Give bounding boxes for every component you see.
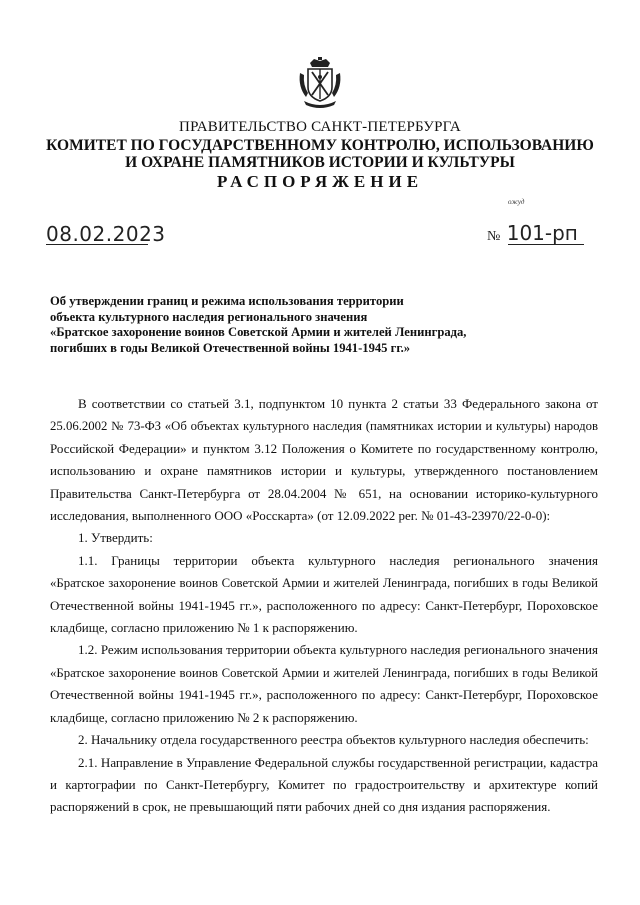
text-line: «Братское захоронение воинов Советской Армии и жителей Ленинграда, погибших в годы Великой [50,665,598,680]
paragraph-item-2 [50,729,598,751]
paragraph-preamble [50,393,598,527]
text-line: 1. Утвердить: [78,530,153,546]
committee-name [0,137,640,171]
coat-of-arms-icon [296,57,344,109]
subject-line: погибших в годы Великой Отечественной войны 1941-1945 гг.» [50,340,411,355]
text-line: кладбище, согласно приложению № 2 к распоряжению. [50,709,358,725]
document-body [50,393,598,819]
number-value: 101-рп [506,221,578,245]
text-line: Отечественной войны 1941-1945 гг.», расположенного по адресу: Санкт-Петербург, Пороховское [50,597,598,613]
text-line: использованию и охране памятников истории и культуры, утвержденного постановлением [50,463,598,479]
number-underline [508,244,584,245]
text-line: Российской Федерации» и пунктом 3.12 Положения о Комитете по государственному контролю, [50,440,598,456]
document-number [487,221,578,245]
subject-line: «Братское захоронение воинов Советской Армии и жителей Ленинграда, [50,325,467,340]
text-line: кладбище, согласно приложению № 1 к распоряжению. [50,620,358,636]
text-line: Отечественной войны 1941-1945 гг.», расположенного по адресу: Санкт-Петербург, Пороховское [50,687,598,703]
subject-line: Об утверждении границ и режима использования территории [50,294,404,308]
text-line: исследования, выполненного ООО «Росскарта» (от 12.09.2022 рег. № 01-43-23970/22-0-0): [50,508,551,524]
date-underline [46,244,148,245]
text-line: 1.2. Режим использования территории объекта культурного наследия регионального значения [78,642,598,658]
document-subject [50,294,480,356]
government-name: ПРАВИТЕЛЬСТВО САНКТ-ПЕТЕРБУРГА [179,119,461,135]
subject-line: объекта культурного наследия регионального значения [50,309,368,324]
number-sign: № [487,229,501,244]
registration-stamp: ожуд [508,198,525,206]
paragraph-item-1-1 [50,550,598,640]
text-line: «Братское захоронение воинов Советской Армии и жителей Ленинграда, погибших в годы Великой [50,576,598,591]
paragraph-item-2-1 [50,752,598,819]
text-line: 1.1. Границы территории объекта культурного наследия регионального значения [78,552,598,568]
document-date: 08.02.2023 [46,222,166,246]
committee-line-1: КОМИТЕТ ПО ГОСУДАРСТВЕННОМУ КОНТРОЛЮ, ИСПОЛЬЗОВАНИЮ [46,137,594,154]
text-line: 2. Начальнику отдела государственного реестра объектов культурного наследия обеспечить: [78,732,589,748]
text-line: 25.06.2002 № 73-ФЗ «Об объектах культурного наследия (памятниках истории и культуры) народов [50,419,598,434]
paragraph-item-1 [50,527,598,549]
document-type-title: РАСПОРЯЖЕНИЕ [216,172,424,191]
text-line: Правительства Санкт-Петербурга от 28.04.2004 № 651, на основании историко-культурного [50,485,598,501]
text-line: 2.1. Направление в Управление Федеральной службы государственной регистрации, кадастра [78,754,598,770]
paragraph-item-1-2 [50,639,598,729]
text-line: и картографии по Санкт-Петербургу, Комитет по градостроительству и архитектуре копий [50,776,598,792]
committee-line-2: И ОХРАНЕ ПАМЯТНИКОВ ИСТОРИИ И КУЛЬТУРЫ [125,154,515,171]
text-line: В соответствии со статьей 3.1, подпунктом 10 пункта 2 статьи 33 Федерального закона от [78,396,598,411]
text-line: распоряжений в срок, не превышающий пяти рабочих дней со дня издания распоряжения. [50,799,551,815]
